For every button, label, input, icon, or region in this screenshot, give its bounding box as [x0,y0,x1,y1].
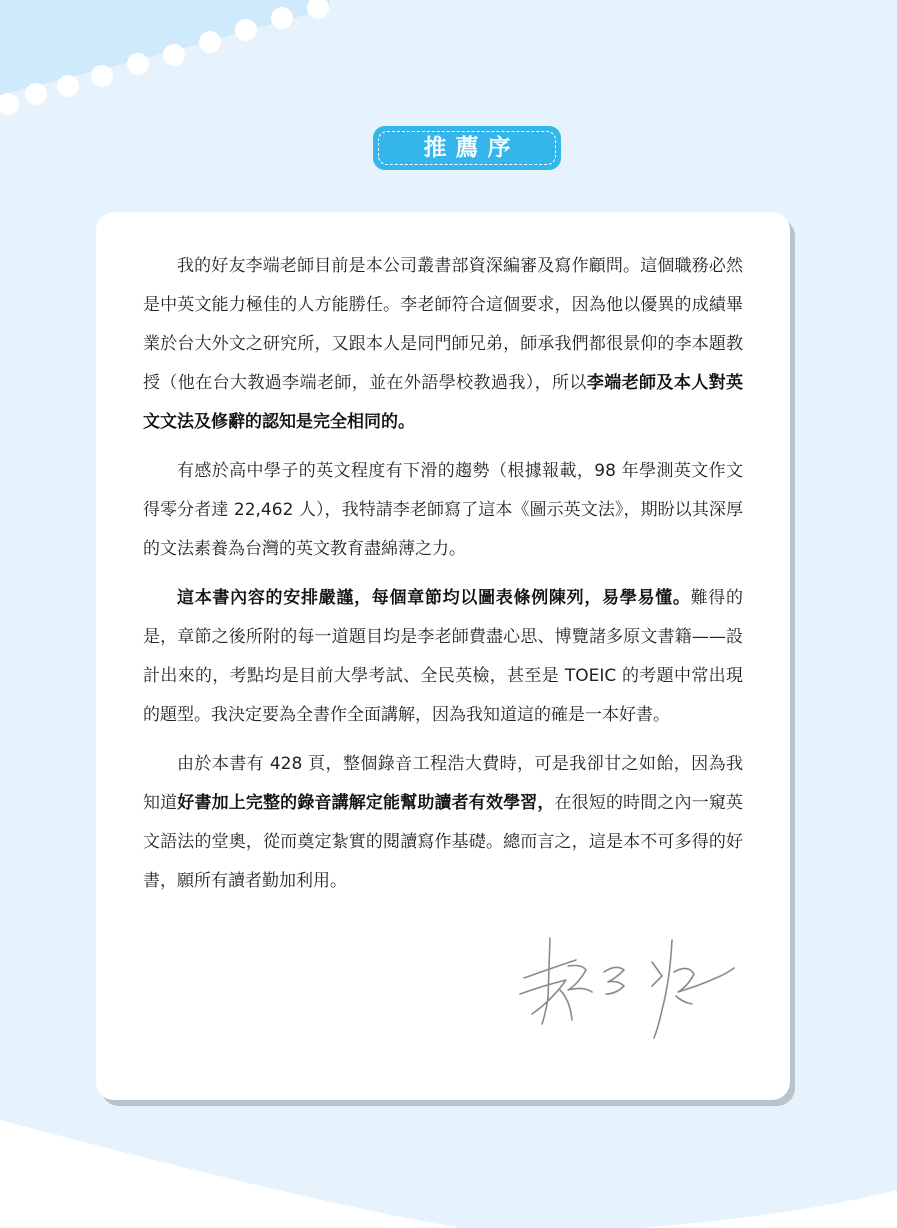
text-segment: 由於本書有 428 頁，整個錄音工程浩大費時，可是我卻甘之如飴，因為我知道 [143,754,743,813]
text-segment: 有感於高中學子的英文程度有下滑的趨勢（根據報載，98 年學測英文作文得零分者達 22,462 人），我特請李老師寫了這本《圖示英文法》，期盼以其深厚的文法素養為台灣的英文教育盡綿薄之力。 [143,461,743,559]
preface-body [143,247,743,911]
bold-text-segment: 李端老師及本人對英文文法及修辭的認知是完全相同的。 [143,373,744,432]
paragraph-3 [143,579,743,735]
signature-image [512,920,742,1050]
text-segment: 在很短的時間之內一窺英文語法的堂奧，從而奠定紮實的閱讀寫作基礎。總而言之，這是本不可多得的好書，願所有讀者勤加利用。 [143,793,744,891]
paragraph-1 [143,247,743,442]
title-badge [373,126,561,170]
text-segment: 我的好友李端老師目前是本公司叢書部資深編審及寫作顧問。這個職務必然是中英文能力極佳的人方能勝任。李老師符合這個要求，因為他以優異的成績畢業於台大外文之研究所，又跟本人是同門師兄弟，師承我們都很景仰的李本題教授（他在台大教過李端老師，並在外語學校教過我），所以 [143,256,743,393]
text-segment: 難得的是，章節之後所附的每一道題目均是李老師費盡心思、博覽諸多原文書籍——設計出來的，考點均是目前大學考試、全民英檢，甚至是 TOEIC 的考題中常出現的題型。我決定要為全書作全面講解，因為我知道這的確是一本好書。 [143,588,744,725]
paragraph-2 [143,452,743,569]
page-title: 推薦序 [423,135,520,161]
bold-text-segment: 這本書內容的安排嚴謹，每個章節均以圖表條例陳列，易學易懂。 [177,588,691,608]
bold-text-segment: 好書加上完整的錄音講解定能幫助讀者有效學習， [177,793,555,813]
paragraph-4 [143,745,743,901]
